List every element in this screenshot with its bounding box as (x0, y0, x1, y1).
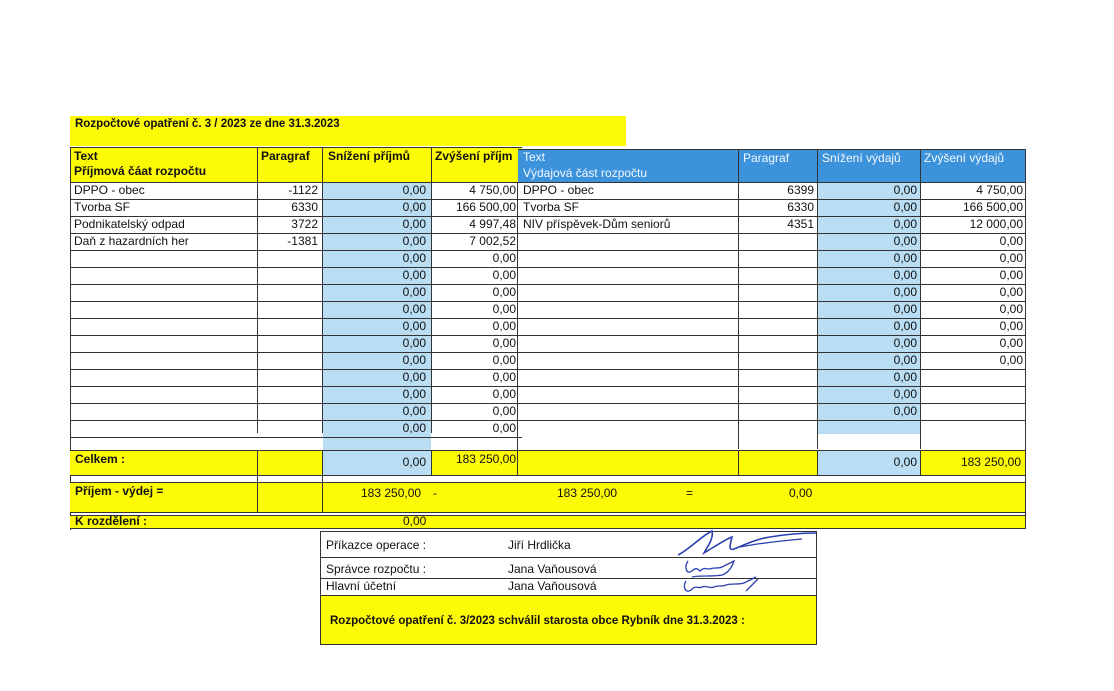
expense-header-snizeni: Snížení výdajů (822, 151, 901, 165)
grid-line (518, 149, 1026, 150)
vydej-value: 183 250,00 (557, 486, 618, 500)
income-row-paragraf: 6330 (291, 200, 318, 214)
expense-row-snizeni: 0,00 (893, 234, 917, 248)
income-row-zvyseni: 7 002,52 (469, 234, 516, 248)
expense-row-snizeni: 0,00 (893, 200, 917, 214)
expense-row-snizeni: 0,00 (893, 251, 917, 265)
expense-row-zvyseni: 0,00 (999, 319, 1023, 333)
prijem-vydej-row-bg (70, 482, 1026, 513)
grid-line (70, 475, 1026, 476)
income-row-zvyseni: 0,00 (492, 421, 516, 435)
grid-line (738, 450, 739, 476)
income-row-zvyseni: 0,00 (492, 268, 516, 282)
minus-sign: - (433, 486, 437, 500)
document-title: Rozpočtové opatření č. 3 / 2023 ze dne 31.3.2023 (75, 118, 340, 130)
expense-header-paragraf: Paragraf (743, 151, 790, 165)
expense-row-snizeni: 0,00 (893, 268, 917, 282)
grid-line (70, 437, 522, 438)
grid-line (70, 482, 1026, 483)
ucetni-name: Jana Vaňousová (508, 579, 597, 593)
income-row-snizeni: 0,00 (402, 183, 426, 197)
expense-row-zvyseni: 4 750,00 (976, 183, 1023, 197)
expense-row-zvyseni: 0,00 (999, 336, 1023, 350)
expense-row-snizeni: 0,00 (893, 336, 917, 350)
expense-row-snizeni: 0,00 (893, 370, 917, 384)
grid-line (920, 450, 921, 476)
grid-line (817, 149, 818, 449)
expense-row-zvyseni: 0,00 (999, 285, 1023, 299)
grid-line (1025, 450, 1026, 529)
income-row-snizeni: 0,00 (402, 285, 426, 299)
spravce-name: Jana Vaňousová (508, 562, 597, 576)
grid-line (518, 369, 1026, 370)
expense-row-zvyseni: 0,00 (999, 302, 1023, 316)
income-row-zvyseni: 4 997,48 (469, 217, 516, 231)
grid-line (920, 149, 921, 449)
expense-row-zvyseni: 166 500,00 (962, 200, 1023, 214)
expense-row-snizeni: 0,00 (893, 285, 917, 299)
income-row-text: Daň z hazardních her (74, 234, 189, 248)
expense-row-zvyseni: 0,00 (999, 268, 1023, 282)
expense-row-snizeni: 0,00 (893, 302, 917, 316)
expense-row-paragraf: 6399 (787, 183, 814, 197)
expense-row-zvyseni: 0,00 (999, 353, 1023, 367)
celkem-income-zvyseni: 183 250,00 (455, 452, 516, 466)
expense-row-snizeni: 0,00 (893, 217, 917, 231)
expense-row-text: Tvorba SF (523, 200, 580, 214)
expense-row-snizeni: 0,00 (893, 183, 917, 197)
grid-line (518, 386, 1026, 387)
income-row-snizeni: 0,00 (402, 387, 426, 401)
income-header-snizeni: Snížení příjmů (328, 149, 411, 163)
expense-row-paragraf: 6330 (787, 200, 814, 214)
income-row-zvyseni: 4 750,00 (469, 183, 516, 197)
expense-row-text: DPPO - obec (523, 183, 594, 197)
expense-row-snizeni: 0,00 (893, 353, 917, 367)
income-header-zvyseni: Zvýšení příjm (435, 149, 513, 163)
income-row-zvyseni: 166 500,00 (455, 200, 516, 214)
grid-line (322, 147, 323, 433)
grid-line (70, 512, 1026, 513)
grid-line (70, 147, 522, 148)
prijem-vydej-label: Příjem - výdej = (75, 484, 164, 498)
grid-line (518, 182, 1026, 183)
spravce-label: Správce rozpočtu : (326, 562, 427, 576)
income-row-snizeni: 0,00 (402, 421, 426, 435)
income-row-text: Tvorba SF (74, 200, 131, 214)
grid-line (1025, 149, 1026, 475)
grid-line (518, 403, 1026, 404)
income-row-zvyseni: 0,00 (492, 353, 516, 367)
income-row-snizeni: 0,00 (402, 234, 426, 248)
grid-line (257, 147, 258, 433)
income-row-snizeni: 0,00 (402, 319, 426, 333)
income-header-section: Příjmová čáat rozpočtu (74, 164, 207, 178)
income-row-zvyseni: 0,00 (492, 370, 516, 384)
k-rozdeleni-label: K rozdělení : (75, 515, 148, 528)
expense-row-paragraf: 4351 (787, 217, 814, 231)
income-row-zvyseni: 0,00 (492, 319, 516, 333)
expense-row-zvyseni: 0,00 (999, 251, 1023, 265)
expense-row-snizeni: 0,00 (893, 387, 917, 401)
prijem-value: 183 250,00 (361, 486, 422, 500)
grid-line (431, 147, 432, 433)
income-row-snizeni: 0,00 (402, 404, 426, 418)
grid-line (70, 450, 1026, 451)
grid-line (817, 450, 818, 476)
income-row-text: Podnikatelský odpad (74, 217, 185, 231)
income-row-zvyseni: 0,00 (492, 404, 516, 418)
income-row-zvyseni: 0,00 (492, 336, 516, 350)
income-row-zvyseni: 0,00 (492, 285, 516, 299)
expense-row-zvyseni: 12 000,00 (969, 217, 1023, 231)
ucetni-label: Hlavní účetní (326, 579, 397, 593)
grid-line (70, 515, 1026, 516)
income-row-snizeni: 0,00 (402, 302, 426, 316)
k-rozdeleni-value: 0,00 (403, 515, 427, 528)
grid-line (738, 149, 739, 449)
celkem-income-snizeni: 0,00 (402, 455, 426, 469)
income-row-paragraf: -1122 (288, 183, 318, 197)
income-header-paragraf: Paragraf (261, 149, 310, 163)
income-row-snizeni: 0,00 (402, 370, 426, 384)
expense-row-text: NIV příspěvek-Dům seniorů (523, 217, 671, 231)
expense-header-zvyseni: Zvýšení výdajů (924, 151, 1005, 165)
approval-text: Rozpočtové opatření č. 3/2023 schválil starosta obce Rybník dne 31.3.2023 : (330, 615, 745, 627)
grid-line (518, 420, 1026, 421)
signature-scribble-prikazce (670, 527, 820, 561)
income-row-snizeni: 0,00 (402, 353, 426, 367)
expense-header-text: Text (523, 150, 546, 164)
grid-line (70, 528, 1026, 529)
expense-row-snizeni: 0,00 (893, 404, 917, 418)
result-value: 0,00 (789, 486, 813, 500)
celkem-label: Celkem : (75, 452, 126, 466)
income-row-snizeni: 0,00 (402, 336, 426, 350)
income-row-zvyseni: 0,00 (492, 302, 516, 316)
expense-row-snizeni: 0,00 (893, 319, 917, 333)
income-row-snizeni: 0,00 (402, 200, 426, 214)
income-row-paragraf: 3722 (291, 217, 318, 231)
celkem-expense-snizeni: 0,00 (893, 455, 917, 469)
income-row-snizeni: 0,00 (402, 268, 426, 282)
expense-row-zvyseni: 0,00 (999, 234, 1023, 248)
prikazce-label: Příkazce operace : (326, 538, 427, 552)
income-header-text: Text (74, 149, 98, 163)
income-row-zvyseni: 0,00 (492, 251, 516, 265)
income-row-paragraf: -1381 (287, 234, 318, 248)
equals-sign: = (686, 486, 694, 500)
income-row-snizeni: 0,00 (402, 217, 426, 231)
prikazce-name: Jiří Hrdlička (508, 538, 571, 552)
income-row-zvyseni: 0,00 (492, 387, 516, 401)
grid-line (70, 182, 522, 183)
income-row-text: DPPO - obec (74, 183, 145, 197)
expense-header-section: Výdajová část rozpočtu (523, 166, 648, 180)
grid-line (257, 450, 258, 513)
celkem-expense-zvyseni: 183 250,00 (960, 455, 1021, 469)
income-row-snizeni: 0,00 (402, 251, 426, 265)
